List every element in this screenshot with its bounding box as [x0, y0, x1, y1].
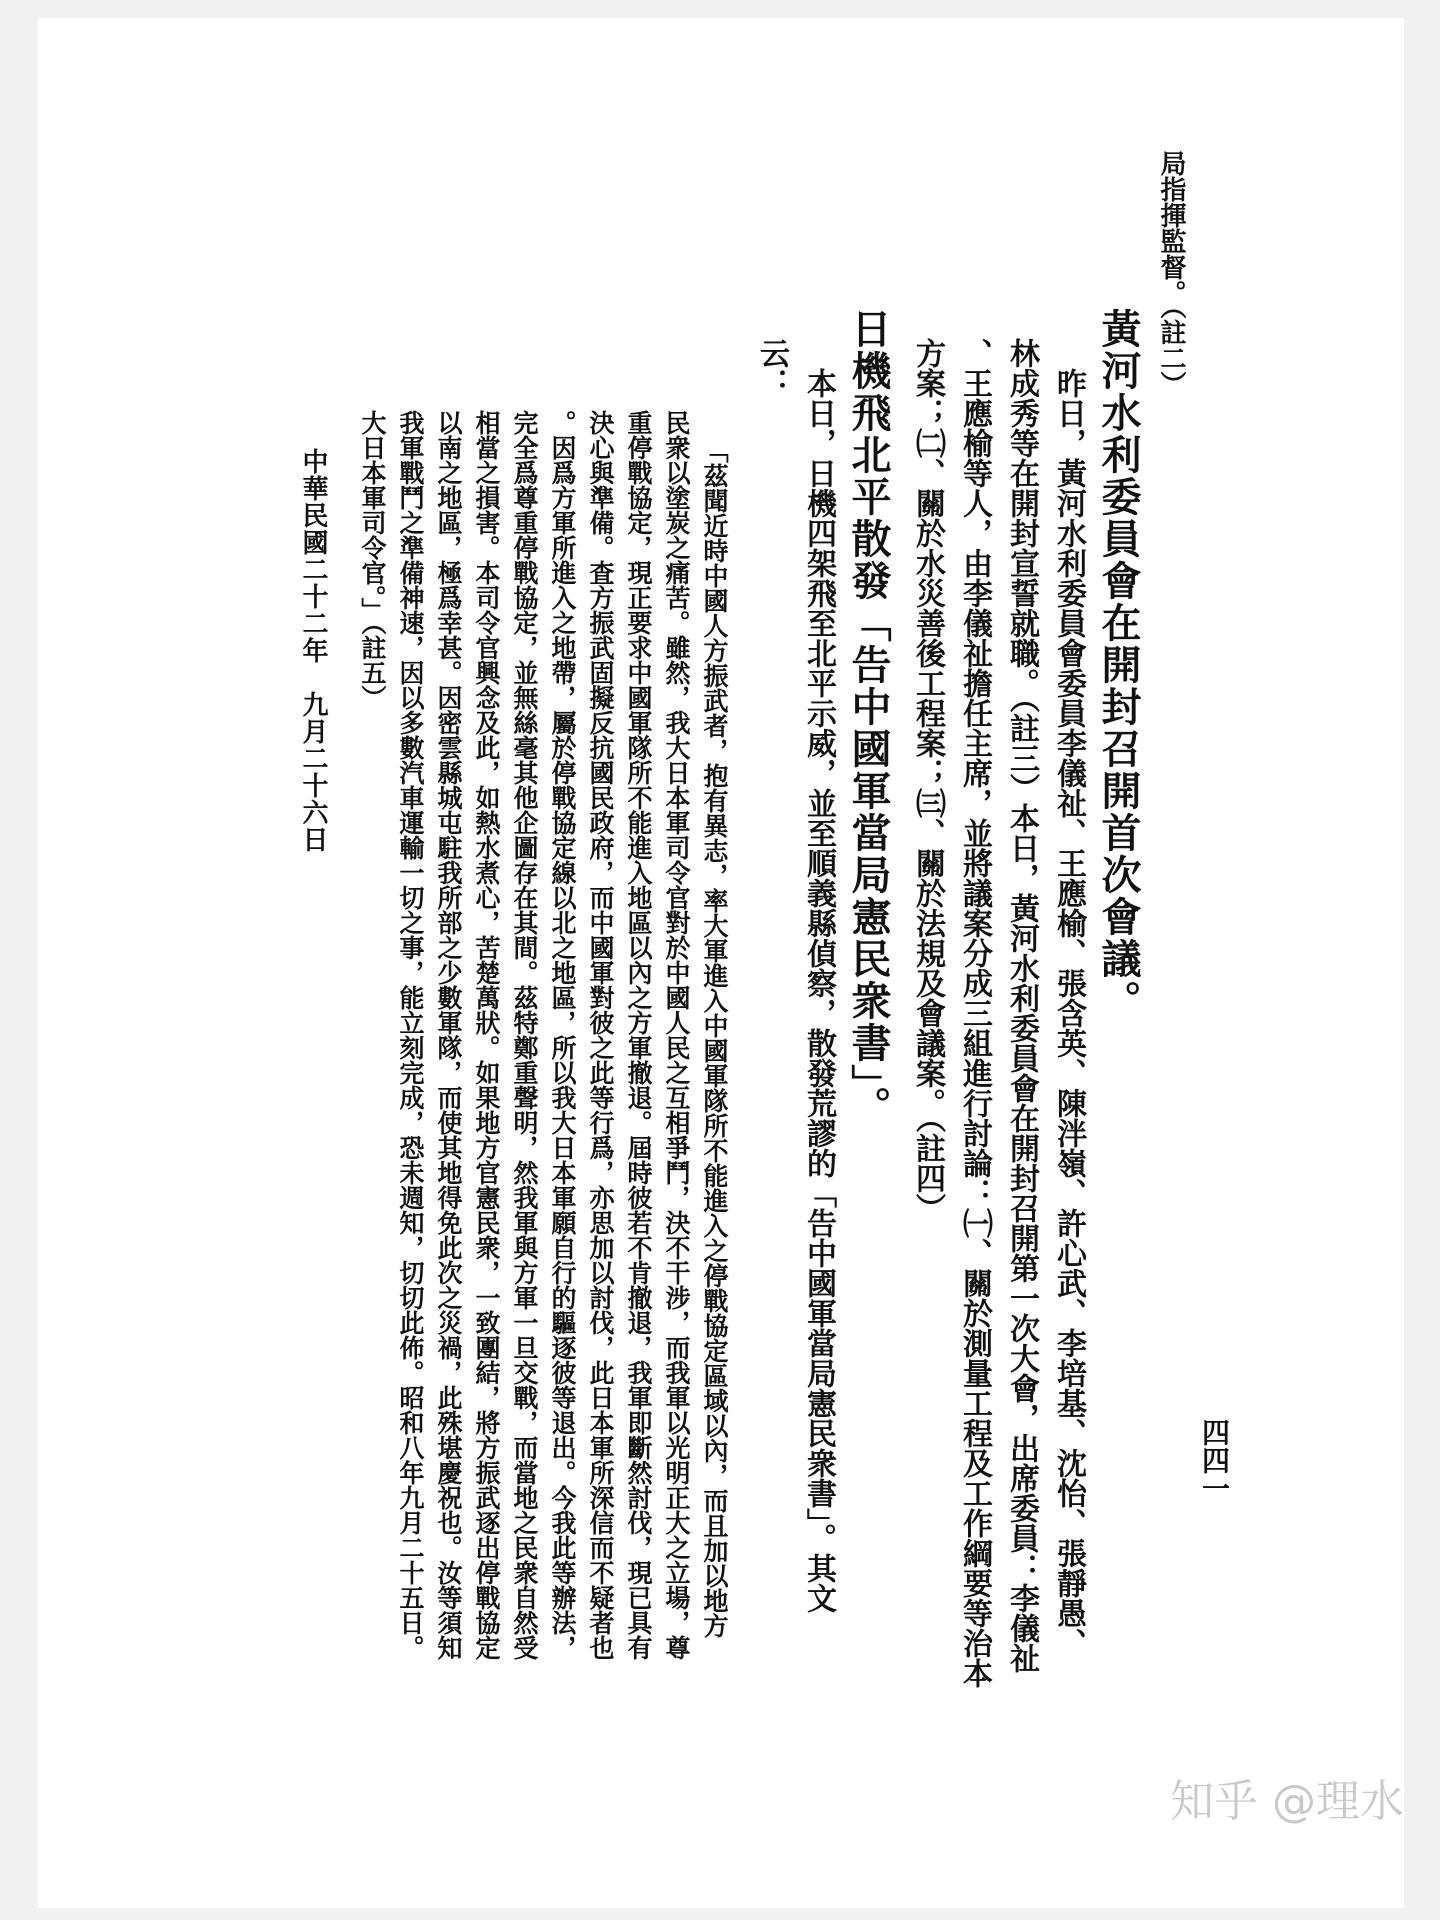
quote-line: 完全爲尊重停戰協定，並無絲毫其他企圖存在其間。茲特鄭重聲明，然我軍與方軍一旦交戰，而當地之民衆自然受	[510, 410, 539, 1660]
document-page	[38, 18, 1404, 1908]
quote-line: 我軍戰鬥之準備神速，因以多數汽車運輸一切之事，能立刻完成，恐未週知，切切此佈。昭和八年九月二十五日。	[396, 410, 425, 1660]
section1-line: 昨日，黃河水利委員會委員李儀祉、王應榆、張含英、陳泮嶺、許心武、李培基、沈怡、張靜愚、	[1051, 368, 1086, 1658]
section2-line: 云：	[754, 338, 789, 398]
quote-line: 大日本軍司令官。」（註五）	[358, 410, 387, 710]
quote-line: 重停戰協定，現正要求中國軍隊所不能進入地區以內之方軍撤退。屆時彼若不肯撤退，我軍即斷然討伐，現已具有	[624, 410, 653, 1660]
quote-line: 以南之地區，極爲幸甚。因密雲縣城屯駐我所部之少數軍隊，而使其地得免此次之災禍，此殊堪慶祝也。汝等須知	[434, 410, 463, 1660]
quote-line: 。因爲方軍所進入之地帶，屬於停戰協定線以北之地區，所以我大日本軍願自行的驅逐彼等退出。今我此等辦法，	[548, 410, 577, 1660]
quote-line: 決心與準備。査方振武固擬反抗國民政府，而中國軍對彼之此等行爲，亦思加以討伐，此日本軍所深信而不疑者也	[586, 410, 615, 1660]
section2-heading: 日機飛北平散發「告中國軍當局憲民衆書」。	[845, 308, 892, 1128]
quote-line: 「茲聞近時中國人方振武者，抱有異志，率大軍進入中國軍隊所不能進入之停戰協定區域以內，而且加以地方	[700, 438, 729, 1638]
page-number: 四四一	[1198, 1418, 1231, 1502]
section1-heading: 黃河水利委員會在開封召開首次會議。	[1095, 308, 1142, 1022]
running-head: 局指揮監督。（註二）	[1156, 150, 1186, 397]
section1-line: 、王應榆等人，由李儀祉擔任主席，並將議案分成三組進行討論：㈠、關於測量工程及工作綱要等治本	[957, 338, 992, 1688]
section1-line: 林成秀等在開封宣誓就職。（註三）本日，黃河水利委員會在開封召開第一次大會，出席委員：李儀祉	[1004, 338, 1039, 1673]
quote-line: 相當之損害。本司令官興念及此，如熱水煮心，苦楚萬狀。如果地方官憲民衆，一致團結，將方振武逐出停戰協定	[472, 410, 501, 1660]
section2-line: 本日，日機四架飛至北平示威，並至順義縣偵察，散發荒謬的「告中國軍當局憲民衆書」。其文	[801, 368, 836, 1613]
quote-line: 民衆以塗炭之痛苦。雖然，我大日本軍司令官對於中國人民之互相爭鬥，決不干涉，而我軍以光明正大之立場，尊	[662, 410, 691, 1660]
footer-date: 中華民國二十二年 九月二十六日	[298, 448, 328, 853]
section1-line: 方案；㈡、關於水災善後工程案；㈢、關於法規及會議案。（註四）	[910, 338, 945, 1223]
watermark: 知乎 @理水	[1170, 1776, 1404, 1827]
